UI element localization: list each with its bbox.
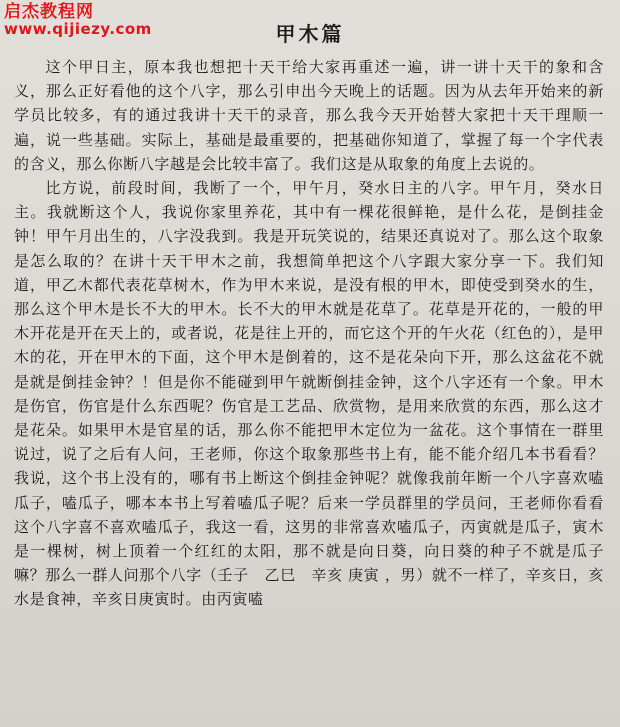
watermark-site-name: 启杰教程网 (4, 2, 94, 22)
paragraph-1: 这个甲日主，原本我也想把十天干给大家再重述一遍，讲一讲十天干的象和含义，那么正好看他的这个八字，那么引申出今天晚上的话题。因为从去年开始来的新学员比较多，有的通过我讲十天干的录音，那么我今天开始替大家把十天干理顺一遍，说一些基础。实际上，基础是最重要的，把基础你知道了，掌握了每一个字代表的含义，那么你断八字越是会比较丰富了。我们这是从取象的角度上去说的。 (14, 58, 604, 173)
body-text (14, 55, 604, 612)
watermark-site-url: www.qijiezy.com (4, 19, 152, 38)
page-title: 甲木篇 (275, 22, 345, 46)
site-watermark (4, 4, 152, 38)
paragraph-2: 比方说，前段时间，我断了一个，甲午月，癸水日主的八字。甲午月，癸水日主。我就断这个人，我说你家里养花，其中有一棵花很鲜艳，是什么花，是倒挂金钟！甲午月出生的，八字没我到。我是开玩笑说的，结果还真说对了。那么这个取象是怎么取的？在讲十天干甲木之前，我想简单把这个八字跟大家分享一下。我们知道，甲乙木都代表花草树木，作为甲木来说，是没有根的甲木，即使受到癸水的生，那么这个甲木是长不大的甲木。长不大的甲木就是花草了。花草是开花的，一般的甲木开花是开在天上的，或者说，花是往上开的，而它这个开的午火花（红色的），是甲木的花，开在甲木的下面，这个甲木是倒着的，这不是花朵向下开，那么这盆花不就是就是倒挂金钟？！但是你不能碰到甲午就断倒挂金钟，这个八字还有一个象。甲木是伤官，伤官是什么东西呢？伤官是工艺品、欣赏物，是用来欣赏的东西，那么这才是花朵。如果甲木是官星的话，那么你不能把甲木定位为一盆花。这个事情在一群里说过，说了之后有人问，王老师，你这个取象那些书上有，能不能介绍几本书看看？我说，这个书上没有的，哪有书上断这个倒挂金钟呢？就像我前年断一个八字喜欢嗑瓜子，嗑瓜子，哪本本书上写着嗑瓜子呢？后来一学员群里的学员问，王老师你看看这个八字喜不喜欢嗑瓜子，我这一看，这男的非常喜欢嗑瓜子，丙寅就是瓜子，寅木是一棵树，树上顶着一个红红的太阳，那不就是向日葵，向日葵的种子不就是瓜子嘛？那么一群人问那个八字（壬子 乙巳 辛亥 庚寅 ，男）就不一样了，辛亥日，亥水是食神，辛亥日庚寅时。由丙寅嗑 (14, 179, 604, 609)
